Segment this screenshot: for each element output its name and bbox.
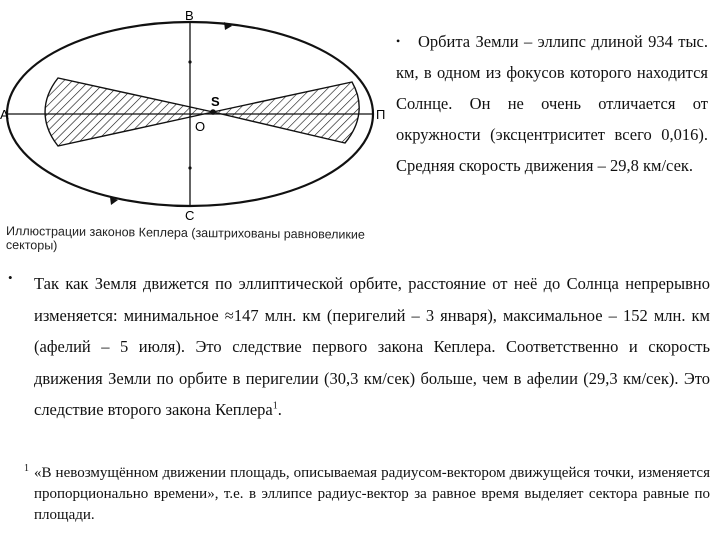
sentence-end: . [277,400,282,419]
orbit-paragraph [396,26,708,181]
label-p: П [376,107,386,122]
bullet-point: • [396,34,401,48]
label-c: С [185,208,195,223]
axis-dot [188,60,191,63]
kepler-orbit-diagram [0,0,390,262]
label-o: О [195,119,206,134]
sun-focus-point [210,109,216,115]
axis-dot [188,166,191,169]
footnote-reference: 1 [272,400,278,412]
bullet-point: • [8,270,13,285]
footnote-text: «В невозмущённом движении площадь, описываемая радиусом-вектором движущейся точки, изменяется пропорционально времени», т.е. в эллипсе радиус-вектор за равное время выделяет сектора равные по площади. [34,465,710,523]
orbit-paragraph-text: Орбита Земли – эллипс длиной 934 тыс. км, в одном из фокусов которого находится Солнце. Он не очень отличается от окружности (эксцентриситет всего 0,016). Средняя скорость движения – 29,8 км/сек. [396,32,708,175]
footnote-marker: 1 [24,463,29,474]
figure-caption: Иллюстрации законов Кеплера (заштрихованы равновеликие секторы) [5,223,365,253]
label-a: А [0,107,9,122]
label-b: В [185,8,194,23]
kepler-law-paragraph [34,268,710,426]
label-s: S [211,94,220,109]
kepler-law-paragraph-text: Так как Земля движется по эллиптической орбите, расстояние от неё до Солнца непрерывно изменяется: минимальное ≈147 млн. км (перигелий – 3 января), максимальное – 152 млн. км (афелий – 5 июля). Это следствие первого закона Кеплера. Соответственно и скорость движения Земли по орбите в перигелии (30,3 км/сек) больше, чем в афелии (29,3 км/сек). Это следствие второго закона Кеплера [34,274,710,419]
right-hatched-sector [213,82,359,143]
left-hatched-sector [45,78,213,146]
